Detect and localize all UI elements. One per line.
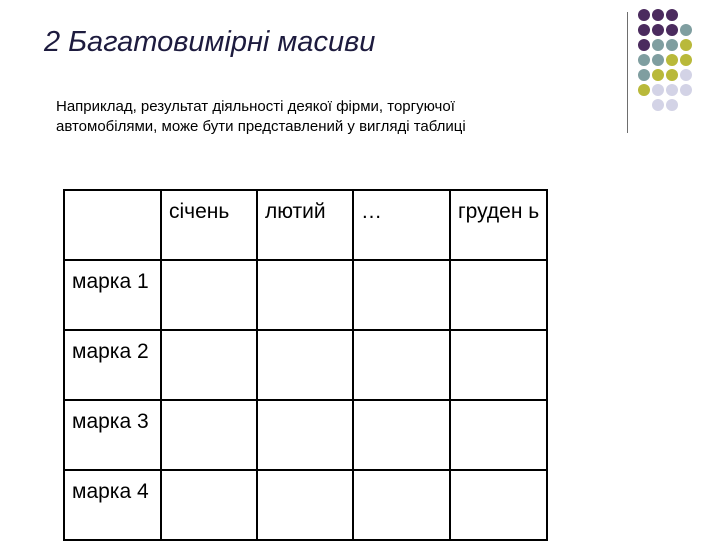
decor-dot (680, 39, 692, 51)
table-header-cell (64, 190, 161, 260)
table-header-cell: січень (161, 190, 257, 260)
table-cell (353, 330, 450, 400)
table-cell (257, 400, 353, 470)
table-cell (161, 260, 257, 330)
table-row (64, 330, 547, 400)
row-label-cell: марка 2 (64, 330, 161, 400)
intro-paragraph (56, 97, 576, 137)
decor-dot (652, 99, 664, 111)
table-header-row (64, 190, 547, 260)
decor-dot (680, 24, 692, 36)
table-cell (257, 470, 353, 540)
decor-dot (666, 24, 678, 36)
decor-dot (652, 69, 664, 81)
decor-dot (638, 84, 650, 96)
decor-dot (638, 54, 650, 66)
table-cell (257, 260, 353, 330)
decor-dot (638, 39, 650, 51)
table-cell (353, 260, 450, 330)
table-cell (161, 470, 257, 540)
table-header-cell: … (353, 190, 450, 260)
table-row (64, 400, 547, 470)
table-cell (353, 470, 450, 540)
table-cell (353, 400, 450, 470)
table-cell (450, 330, 547, 400)
decor-dot (680, 69, 692, 81)
intro-line: автомобілями, може бути представлений у вигляді таблиці (56, 118, 466, 135)
row-label-cell: марка 4 (64, 470, 161, 540)
table-header-cell: лютий (257, 190, 353, 260)
decor-dot (666, 84, 678, 96)
decor-dot (652, 54, 664, 66)
decor-dot (666, 9, 678, 21)
table-row (64, 260, 547, 330)
decor-dot (680, 84, 692, 96)
decor-dot (680, 54, 692, 66)
table-cell (450, 400, 547, 470)
intro-line: Наприклад, результат діяльності деякої фірми, торгуючої (56, 98, 455, 115)
row-label-cell: марка 1 (64, 260, 161, 330)
table-cell (450, 470, 547, 540)
slide-title: 2 Багатовимірні масиви (44, 26, 376, 58)
table-row (64, 470, 547, 540)
sales-table (63, 189, 548, 541)
decor-dot (638, 69, 650, 81)
decor-dot (638, 9, 650, 21)
table-cell (257, 330, 353, 400)
decor-dot (652, 24, 664, 36)
row-label-cell: марка 3 (64, 400, 161, 470)
decor-dot (652, 9, 664, 21)
decor-dot (666, 69, 678, 81)
decor-dot (666, 54, 678, 66)
decor-dot (652, 84, 664, 96)
table-cell (161, 330, 257, 400)
decor-divider (627, 12, 628, 133)
decor-dot (666, 99, 678, 111)
decor-dot (666, 39, 678, 51)
table-cell (161, 400, 257, 470)
table-header-cell: груден ь (450, 190, 547, 260)
decor-dot (638, 24, 650, 36)
decor-dot (652, 39, 664, 51)
table-cell (450, 260, 547, 330)
